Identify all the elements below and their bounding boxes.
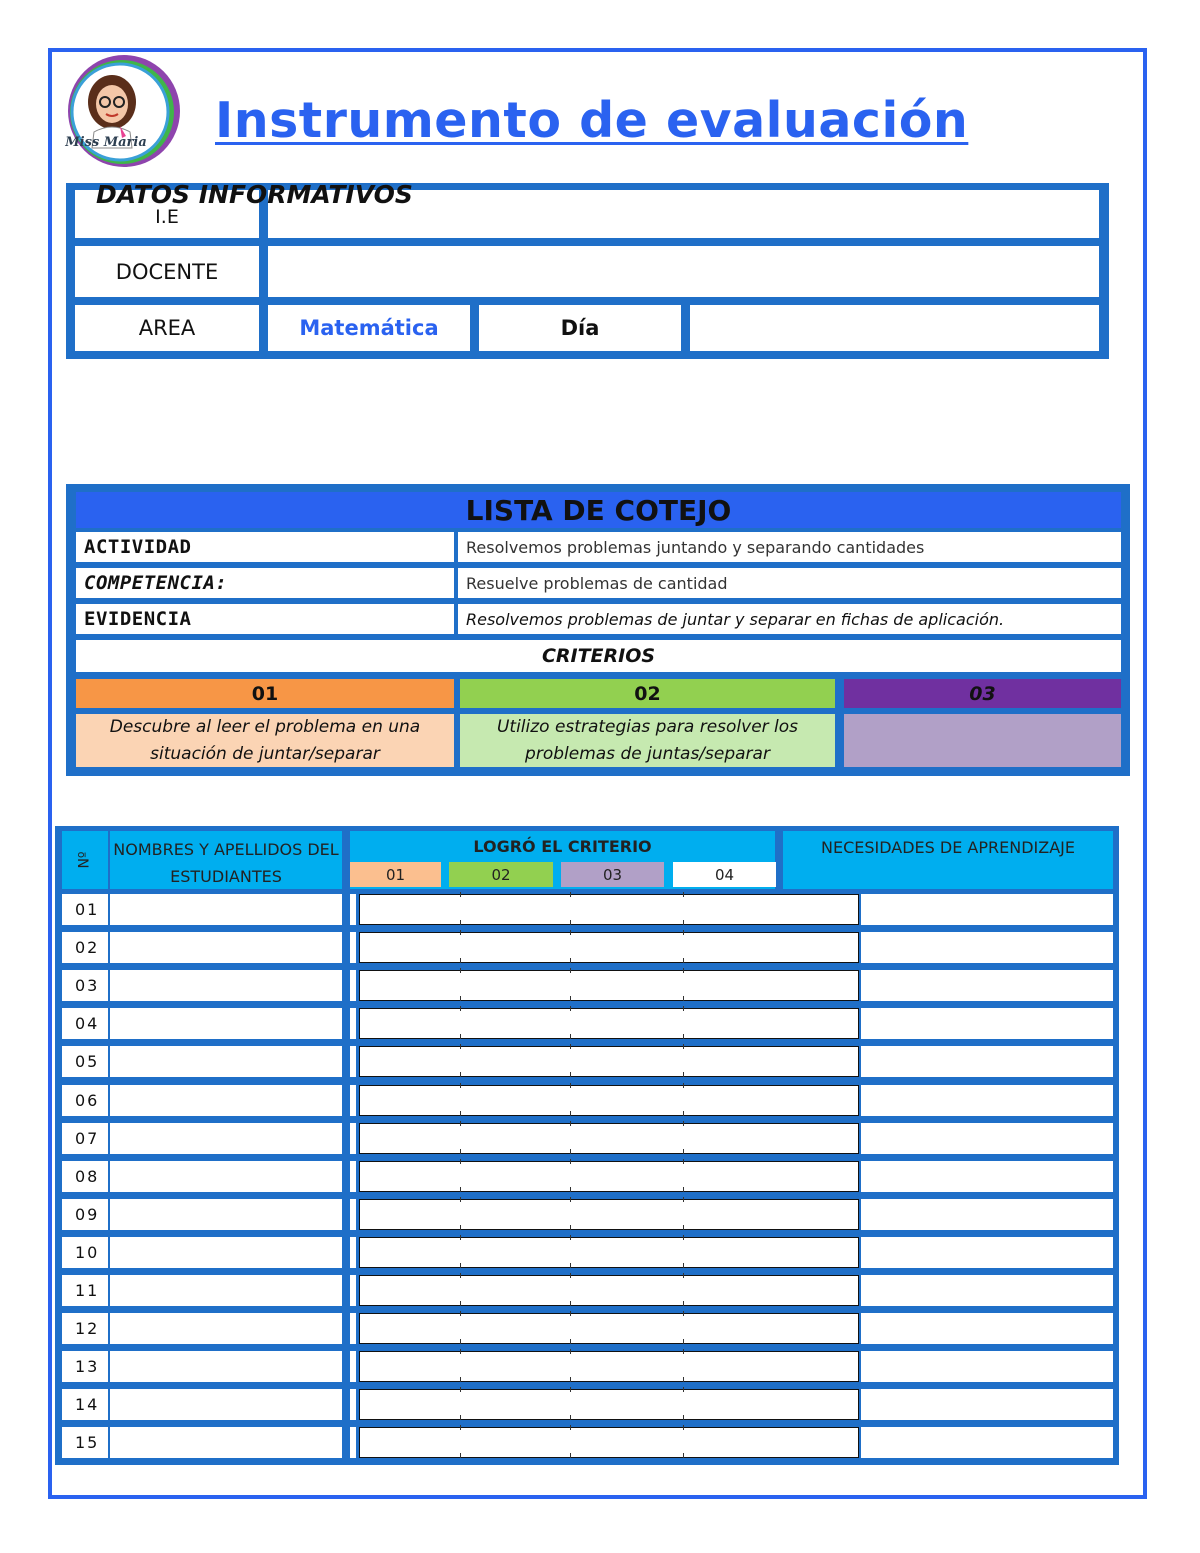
row-spacer <box>350 932 356 963</box>
grid-tick <box>683 1159 684 1164</box>
grid-tick <box>570 1425 571 1430</box>
row-number: 12 <box>62 1313 108 1344</box>
row-spacer <box>350 1427 356 1458</box>
row-spacer <box>350 1237 356 1268</box>
necesidades-cell[interactable] <box>861 970 1113 1001</box>
grid-tick <box>460 1159 461 1164</box>
grid-tick <box>683 1044 684 1049</box>
grid-tick <box>683 1187 684 1192</box>
grid-tick <box>683 1034 684 1039</box>
grid-tick <box>683 1263 684 1268</box>
grid-tick <box>460 920 461 925</box>
grid-tick <box>683 1301 684 1306</box>
necesidades-cell[interactable] <box>861 1046 1113 1077</box>
grid-tick <box>460 958 461 963</box>
grid-tick <box>460 892 461 897</box>
criterio-cells[interactable] <box>359 1389 859 1420</box>
grid-tick <box>570 1387 571 1392</box>
student-name-cell[interactable] <box>110 1199 342 1230</box>
grid-tick <box>570 1044 571 1049</box>
grid-tick <box>683 1377 684 1382</box>
grid-tick <box>460 1225 461 1230</box>
row-number: 11 <box>62 1275 108 1306</box>
grid-tick <box>683 1083 684 1088</box>
row-number: 04 <box>62 1008 108 1039</box>
necesidades-cell[interactable] <box>861 1085 1113 1116</box>
necesidades-cell[interactable] <box>861 894 1113 925</box>
row-number: 06 <box>62 1085 108 1116</box>
grid-tick <box>683 1006 684 1011</box>
row-number: 03 <box>62 970 108 1001</box>
grid-tick <box>683 958 684 963</box>
student-name-cell[interactable] <box>110 1389 342 1420</box>
grid-tick <box>570 1349 571 1354</box>
dia-value <box>690 305 1099 351</box>
grid-tick <box>683 930 684 935</box>
logo-avatar <box>60 52 188 170</box>
grid-tick <box>683 1111 684 1116</box>
grid-tick <box>460 1453 461 1458</box>
student-name-cell[interactable] <box>110 970 342 1001</box>
necesidades-cell[interactable] <box>861 1275 1113 1306</box>
grid-tick <box>570 1034 571 1039</box>
lista-cotejo-title: LISTA DE COTEJO <box>76 492 1121 528</box>
grid-tick <box>460 1149 461 1154</box>
necesidades-cell[interactable] <box>861 1237 1113 1268</box>
names-header: NOMBRES Y APELLIDOS DEL ESTUDIANTES <box>110 831 342 889</box>
document-title: Instrumento de evaluación <box>215 92 969 149</box>
grid-tick <box>683 920 684 925</box>
row-number: 05 <box>62 1046 108 1077</box>
grid-tick <box>460 996 461 1001</box>
grid-tick <box>570 1225 571 1230</box>
student-name-cell[interactable] <box>110 1085 342 1116</box>
grid-tick <box>570 1197 571 1202</box>
grid-tick <box>460 1273 461 1278</box>
grid-tick <box>683 1387 684 1392</box>
grid-tick <box>683 892 684 897</box>
necesidades-cell[interactable] <box>861 1427 1113 1458</box>
necesidades-cell[interactable] <box>861 1351 1113 1382</box>
criterio-1-number: 01 <box>76 679 454 708</box>
grid-tick <box>570 996 571 1001</box>
row-spacer <box>350 1123 356 1154</box>
student-name-cell[interactable] <box>110 1008 342 1039</box>
grid-tick <box>570 1111 571 1116</box>
grid-tick <box>570 930 571 935</box>
grid-tick <box>570 1415 571 1420</box>
criterio-cells[interactable] <box>359 1275 859 1306</box>
grid-tick <box>460 968 461 973</box>
area-label: AREA <box>75 305 259 351</box>
grid-tick <box>683 1339 684 1344</box>
grid-tick <box>570 1072 571 1077</box>
criterio-3-number: 03 <box>844 679 1121 708</box>
grid-tick <box>460 1301 461 1306</box>
student-name-cell[interactable] <box>110 894 342 925</box>
student-name-cell[interactable] <box>110 1351 342 1382</box>
criterio-cells[interactable] <box>359 1008 859 1039</box>
grid-tick <box>460 1197 461 1202</box>
student-name-cell[interactable] <box>110 1046 342 1077</box>
grid-tick <box>570 892 571 897</box>
logro-header: LOGRÓ EL CRITERIO <box>350 831 775 889</box>
grid-tick <box>570 1301 571 1306</box>
grid-tick <box>570 1235 571 1240</box>
competencia-value: Resuelve problemas de cantidad <box>458 568 1121 598</box>
competencia-label: COMPETENCIA: <box>76 568 454 598</box>
row-spacer <box>350 894 356 925</box>
row-number: 08 <box>62 1161 108 1192</box>
grid-tick <box>460 1263 461 1268</box>
grid-tick <box>570 1339 571 1344</box>
necesidades-cell[interactable] <box>861 1123 1113 1154</box>
criterio-cells[interactable] <box>359 970 859 1001</box>
docente-label: DOCENTE <box>75 246 259 297</box>
student-name-cell[interactable] <box>110 1313 342 1344</box>
row-spacer <box>350 1389 356 1420</box>
grid-tick <box>570 1377 571 1382</box>
row-number: 07 <box>62 1123 108 1154</box>
grid-tick <box>683 968 684 973</box>
grid-tick <box>570 920 571 925</box>
row-number: 15 <box>62 1427 108 1458</box>
grid-tick <box>460 1121 461 1126</box>
row-spacer <box>350 1008 356 1039</box>
criterio-cells[interactable] <box>359 894 859 925</box>
grid-tick <box>683 1235 684 1240</box>
grid-tick <box>460 1235 461 1240</box>
grid-tick <box>570 1083 571 1088</box>
grid-tick <box>570 1006 571 1011</box>
grid-tick <box>460 1415 461 1420</box>
row-spacer <box>350 970 356 1001</box>
criterio-2-description: Utilizo estrategias para resolver los problemas de juntas/separar <box>460 714 835 767</box>
criterio-cells[interactable] <box>359 1237 859 1268</box>
necesidades-cell[interactable] <box>861 1199 1113 1230</box>
logo-text: Miss Maria <box>65 135 147 150</box>
lista-cotejo-table <box>66 484 1130 776</box>
row-number: 13 <box>62 1351 108 1382</box>
grid-tick <box>460 1311 461 1316</box>
row-number: 01 <box>62 894 108 925</box>
ie-label: I.E <box>75 190 259 238</box>
area-value: Matemática <box>268 305 470 351</box>
student-name-cell[interactable] <box>110 1123 342 1154</box>
necesidades-cell[interactable] <box>861 1313 1113 1344</box>
grid-tick <box>683 1425 684 1430</box>
registro-table <box>55 826 1119 1465</box>
student-name-cell[interactable] <box>110 1161 342 1192</box>
row-spacer <box>350 1199 356 1230</box>
criterio-cells[interactable] <box>359 1313 859 1344</box>
grid-tick <box>460 1387 461 1392</box>
grid-tick <box>683 1415 684 1420</box>
necesidades-header: NECESIDADES DE APRENDIZAJE <box>783 831 1113 889</box>
criterio-cells[interactable] <box>359 1199 859 1230</box>
evidencia-label: EVIDENCIA <box>76 604 454 634</box>
grid-tick <box>460 1339 461 1344</box>
datos-informativos-heading: DATOS INFORMATIVOS <box>96 180 413 209</box>
grid-tick <box>460 930 461 935</box>
grid-tick <box>460 1377 461 1382</box>
evidencia-value: Resolvemos problemas de juntar y separar en fichas de aplicación. <box>458 604 1121 634</box>
row-spacer <box>350 1161 356 1192</box>
grid-tick <box>570 1121 571 1126</box>
grid-tick <box>570 1263 571 1268</box>
necesidades-cell[interactable] <box>861 1008 1113 1039</box>
grid-tick <box>460 1044 461 1049</box>
criterio-2-number: 02 <box>460 679 835 708</box>
grid-tick <box>570 1187 571 1192</box>
criterio-cells[interactable] <box>359 1046 859 1077</box>
student-name-cell[interactable] <box>110 1237 342 1268</box>
criterio-col-02: 02 <box>449 862 553 887</box>
docente-value <box>268 246 1099 297</box>
actividad-value: Resolvemos problemas juntando y separando cantidades <box>458 532 1121 562</box>
criterio-1-description: Descubre al leer el problema en una situación de juntar/separar <box>76 714 454 767</box>
student-name-cell[interactable] <box>110 932 342 963</box>
grid-tick <box>460 1349 461 1354</box>
grid-tick <box>683 1349 684 1354</box>
criterio-cells[interactable] <box>359 1427 859 1458</box>
row-spacer <box>350 1313 356 1344</box>
grid-tick <box>683 1273 684 1278</box>
row-spacer <box>350 1275 356 1306</box>
grid-tick <box>460 1187 461 1192</box>
grid-tick <box>570 1311 571 1316</box>
necesidades-cell[interactable] <box>861 1389 1113 1420</box>
row-spacer <box>350 1351 356 1382</box>
grid-tick <box>460 1083 461 1088</box>
dia-label: Día <box>479 305 681 351</box>
student-name-cell[interactable] <box>110 1427 342 1458</box>
criterio-cells[interactable] <box>359 1161 859 1192</box>
criterios-label: CRITERIOS <box>76 640 1121 672</box>
criterio-cells[interactable] <box>359 1085 859 1116</box>
grid-tick <box>683 1197 684 1202</box>
grid-tick <box>570 1149 571 1154</box>
grid-tick <box>460 1111 461 1116</box>
criterio-3-description <box>844 714 1121 767</box>
grid-tick <box>460 1034 461 1039</box>
criterio-col-04: 04 <box>673 862 776 887</box>
grid-tick <box>570 1159 571 1164</box>
grid-tick <box>683 1225 684 1230</box>
necesidades-cell[interactable] <box>861 1161 1113 1192</box>
actividad-label: ACTIVIDAD <box>76 532 454 562</box>
row-number: 02 <box>62 932 108 963</box>
grid-tick <box>683 1121 684 1126</box>
grid-tick <box>683 1149 684 1154</box>
datos-informativos-table <box>66 183 1109 359</box>
row-spacer <box>350 1046 356 1077</box>
grid-tick <box>683 1311 684 1316</box>
grid-tick <box>683 1072 684 1077</box>
row-spacer <box>350 1085 356 1116</box>
student-name-cell[interactable] <box>110 1275 342 1306</box>
criterio-cells[interactable] <box>359 932 859 963</box>
grid-tick <box>460 1006 461 1011</box>
no-header: Nº <box>62 831 108 889</box>
grid-tick <box>570 958 571 963</box>
criterio-col-01: 01 <box>350 862 441 887</box>
grid-tick <box>570 1453 571 1458</box>
row-number: 09 <box>62 1199 108 1230</box>
grid-tick <box>683 996 684 1001</box>
criterio-cells[interactable] <box>359 1351 859 1382</box>
grid-tick <box>570 1273 571 1278</box>
grid-tick <box>570 968 571 973</box>
criterio-cells[interactable] <box>359 1123 859 1154</box>
grid-tick <box>683 1453 684 1458</box>
grid-tick <box>460 1072 461 1077</box>
necesidades-cell[interactable] <box>861 932 1113 963</box>
criterio-col-03: 03 <box>561 862 664 887</box>
grid-tick <box>460 1425 461 1430</box>
row-number: 14 <box>62 1389 108 1420</box>
row-number: 10 <box>62 1237 108 1268</box>
